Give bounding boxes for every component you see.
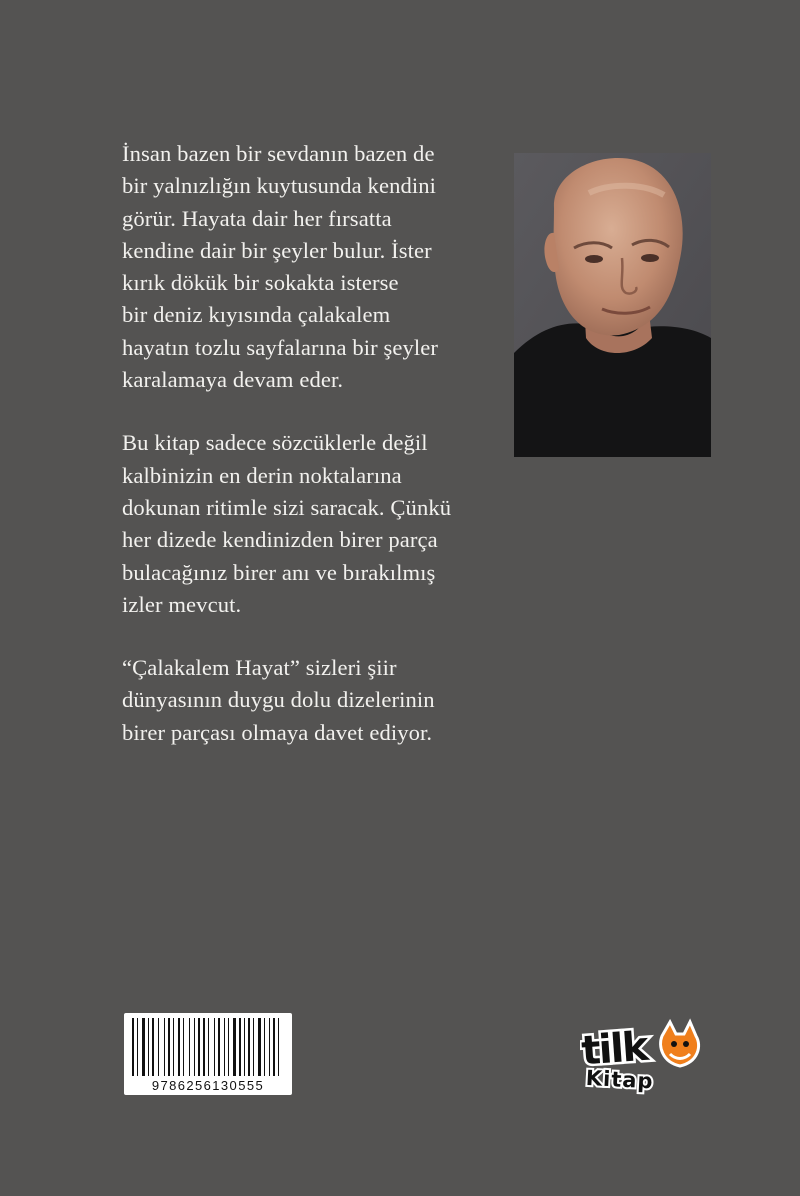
blurb-line: kendine dair bir şeyler bulur. İster [122, 237, 432, 263]
barcode-bar [258, 1018, 261, 1076]
isbn-number: 9786256130555 [151, 1078, 265, 1093]
barcode-bar [228, 1018, 229, 1076]
blurb-line: kalbinizin en derin noktalarına [122, 462, 402, 488]
barcode-bar [253, 1018, 254, 1076]
barcode-bar [173, 1018, 174, 1076]
publisher-logo [580, 1014, 710, 1096]
blurb-line: izler mevcut. [122, 591, 242, 617]
barcode-bar [178, 1018, 180, 1076]
blurb-line: dokunan ritimle sizi saracak. Çünkü [122, 494, 452, 520]
logo-word-top: tilk [580, 1023, 649, 1075]
barcode-bar [164, 1018, 165, 1076]
barcode-bar [208, 1018, 209, 1076]
blurb-line: bir deniz kıyısında çalakalem [122, 302, 391, 328]
author-portrait-illustration [514, 153, 711, 457]
barcode-bar [168, 1018, 170, 1076]
blurb-paragraph-2 [122, 427, 502, 621]
barcode-bar [152, 1018, 154, 1076]
logo-word-bottom: Kitap [585, 1065, 655, 1094]
barcode-bar [244, 1018, 245, 1076]
blurb-line: Bu kitap sadece sözcüklerle değil [122, 430, 428, 456]
barcode-bar [148, 1018, 149, 1076]
barcode-bar [183, 1018, 184, 1076]
blurb-line: hayatın tozlu sayfalarına bir şeyler [122, 334, 439, 360]
barcode-bar [264, 1018, 265, 1076]
blurb-line: birer parçası olmaya davet ediyor. [122, 719, 433, 745]
blurb-paragraph-3 [122, 652, 502, 749]
barcode-bar [198, 1018, 200, 1076]
barcode-bar [233, 1018, 236, 1076]
barcode-bar [142, 1018, 145, 1076]
blurb-line: karalamaya devam eder. [122, 367, 344, 393]
blurb-line: dünyasının duygu dolu dizelerinin [122, 687, 435, 713]
barcode-bar [218, 1018, 220, 1076]
blurb-paragraph-1 [122, 138, 502, 396]
isbn-barcode [124, 1013, 292, 1095]
barcode-bars [132, 1018, 284, 1076]
author-photo [514, 153, 711, 457]
barcode-bar [214, 1018, 215, 1076]
blurb-line: bir yalnızlığın kuytusunda kendini [122, 173, 437, 199]
barcode-bar [158, 1018, 159, 1076]
blurb-line: her dizede kendinizden birer parça [122, 527, 438, 553]
blurb-line: “Çalakalem Hayat” sizleri şiir [122, 655, 397, 681]
barcode-bar [273, 1018, 275, 1076]
blurb-line: kırık dökük bir sokakta isterse [122, 270, 399, 296]
blurb-line: görür. Hayata dair her fırsatta [122, 205, 392, 231]
blurb-line: İnsan bazen bir sevdanın bazen de [122, 141, 435, 166]
barcode-bar [137, 1018, 138, 1076]
blurb-line: bulacağınız birer anı ve bırakılmış [122, 559, 436, 585]
barcode-bar [132, 1018, 134, 1076]
barcode-bar [269, 1018, 270, 1076]
tilki-kitap-logo-icon [580, 1014, 710, 1096]
barcode-bar [224, 1018, 225, 1076]
barcode-bar [239, 1018, 241, 1076]
barcode-bar [278, 1018, 279, 1076]
back-cover-blurb [122, 138, 502, 780]
barcode-bar [194, 1018, 195, 1076]
barcode-bar [203, 1018, 205, 1076]
barcode-bar [248, 1018, 250, 1076]
barcode-bar [189, 1018, 190, 1076]
